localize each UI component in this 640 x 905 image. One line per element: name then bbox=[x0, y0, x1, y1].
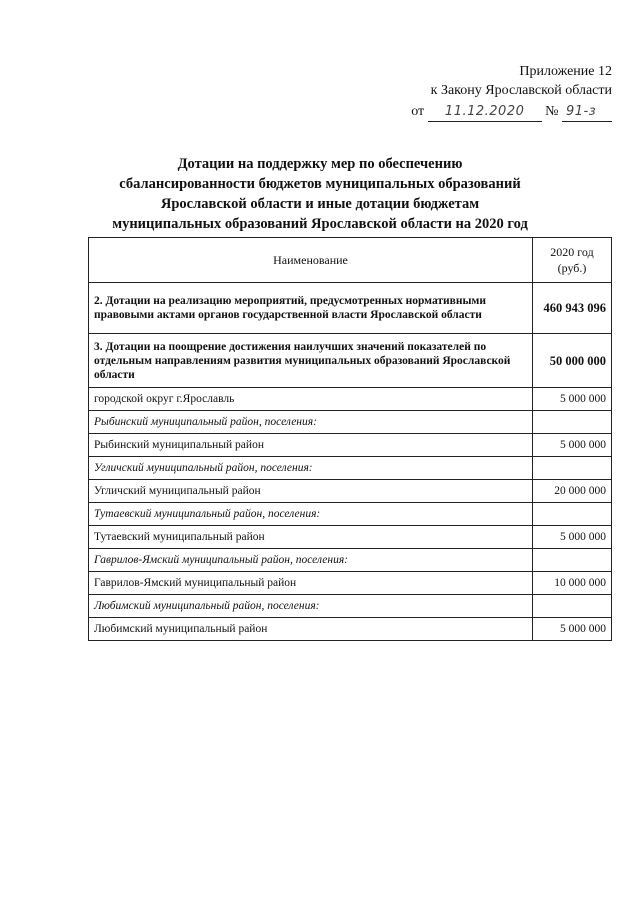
group-name: Угличский муниципальный район, поселения: bbox=[89, 457, 533, 480]
row-name: Тутаевский муниципальный район bbox=[89, 526, 533, 549]
group-name: Любимский муниципальный район, поселения: bbox=[89, 595, 533, 618]
subsidies-table bbox=[88, 237, 612, 641]
amount-header-unit: (руб.) bbox=[557, 261, 587, 275]
title-line-4: муниципальных образований Ярославской области на 2020 год bbox=[112, 216, 528, 232]
row-name: Любимский муниципальный район bbox=[89, 618, 533, 641]
row-amount bbox=[533, 411, 612, 434]
table-group-row bbox=[89, 457, 612, 480]
table-row bbox=[89, 480, 612, 503]
row-amount: 5 000 000 bbox=[533, 434, 612, 457]
table-row bbox=[89, 434, 612, 457]
handwritten-number: 91-з bbox=[562, 102, 612, 122]
row-amount bbox=[533, 549, 612, 572]
row-amount bbox=[533, 503, 612, 526]
group-name: Рыбинский муниципальный район, поселения: bbox=[89, 411, 533, 434]
row-amount: 460 943 096 bbox=[533, 283, 612, 334]
row-name: городской округ г.Ярославль bbox=[89, 388, 533, 411]
handwritten-date: 11.12.2020 bbox=[428, 102, 542, 122]
row-amount bbox=[533, 595, 612, 618]
table-row bbox=[89, 618, 612, 641]
table-row bbox=[89, 388, 612, 411]
group-name: Тутаевский муниципальный район, поселения: bbox=[89, 503, 533, 526]
row-name: Угличский муниципальный район bbox=[89, 480, 533, 503]
row-amount: 5 000 000 bbox=[533, 618, 612, 641]
title-line-2: сбалансированности бюджетов муниципальных образований bbox=[119, 176, 521, 192]
document-title bbox=[0, 154, 640, 234]
table-header-row bbox=[89, 238, 612, 283]
row-amount: 5 000 000 bbox=[533, 526, 612, 549]
table-group-row bbox=[89, 549, 612, 572]
appendix-header bbox=[411, 62, 612, 122]
row-amount: 10 000 000 bbox=[533, 572, 612, 595]
law-reference: к Закону Ярославской области bbox=[430, 83, 612, 98]
date-prefix: от bbox=[411, 104, 425, 119]
table-group-row bbox=[89, 595, 612, 618]
row-amount bbox=[533, 457, 612, 480]
number-sign: № bbox=[545, 104, 559, 119]
title-line-3: Ярославской области и иные дотации бюджетам bbox=[160, 196, 480, 212]
group-name: Гаврилов-Ямский муниципальный район, поселения: bbox=[89, 549, 533, 572]
appendix-label: Приложение 12 bbox=[519, 64, 612, 79]
column-header-amount bbox=[533, 238, 612, 283]
row-name: Рыбинский муниципальный район bbox=[89, 434, 533, 457]
column-header-name: Наименование bbox=[89, 238, 533, 283]
table-row bbox=[89, 283, 612, 334]
table-group-row bbox=[89, 411, 612, 434]
table-row bbox=[89, 526, 612, 549]
row-name: 2. Дотации на реализацию мероприятий, предусмотренных нормативными правовыми актами органов государственной власти Ярославской области bbox=[89, 283, 533, 334]
row-amount: 50 000 000 bbox=[533, 334, 612, 388]
row-amount: 5 000 000 bbox=[533, 388, 612, 411]
amount-header-year: 2020 год bbox=[550, 245, 594, 259]
table-row bbox=[89, 572, 612, 595]
law-date-number bbox=[411, 102, 612, 122]
row-name: 3. Дотации на поощрение достижения наилучших значений показателей по отдельным направлениям развития муниципальных образований Ярославской области bbox=[89, 334, 533, 388]
table-row bbox=[89, 334, 612, 388]
table-group-row bbox=[89, 503, 612, 526]
title-line-1: Дотации на поддержку мер по обеспечению bbox=[177, 156, 463, 172]
row-name: Гаврилов-Ямский муниципальный район bbox=[89, 572, 533, 595]
row-amount: 20 000 000 bbox=[533, 480, 612, 503]
